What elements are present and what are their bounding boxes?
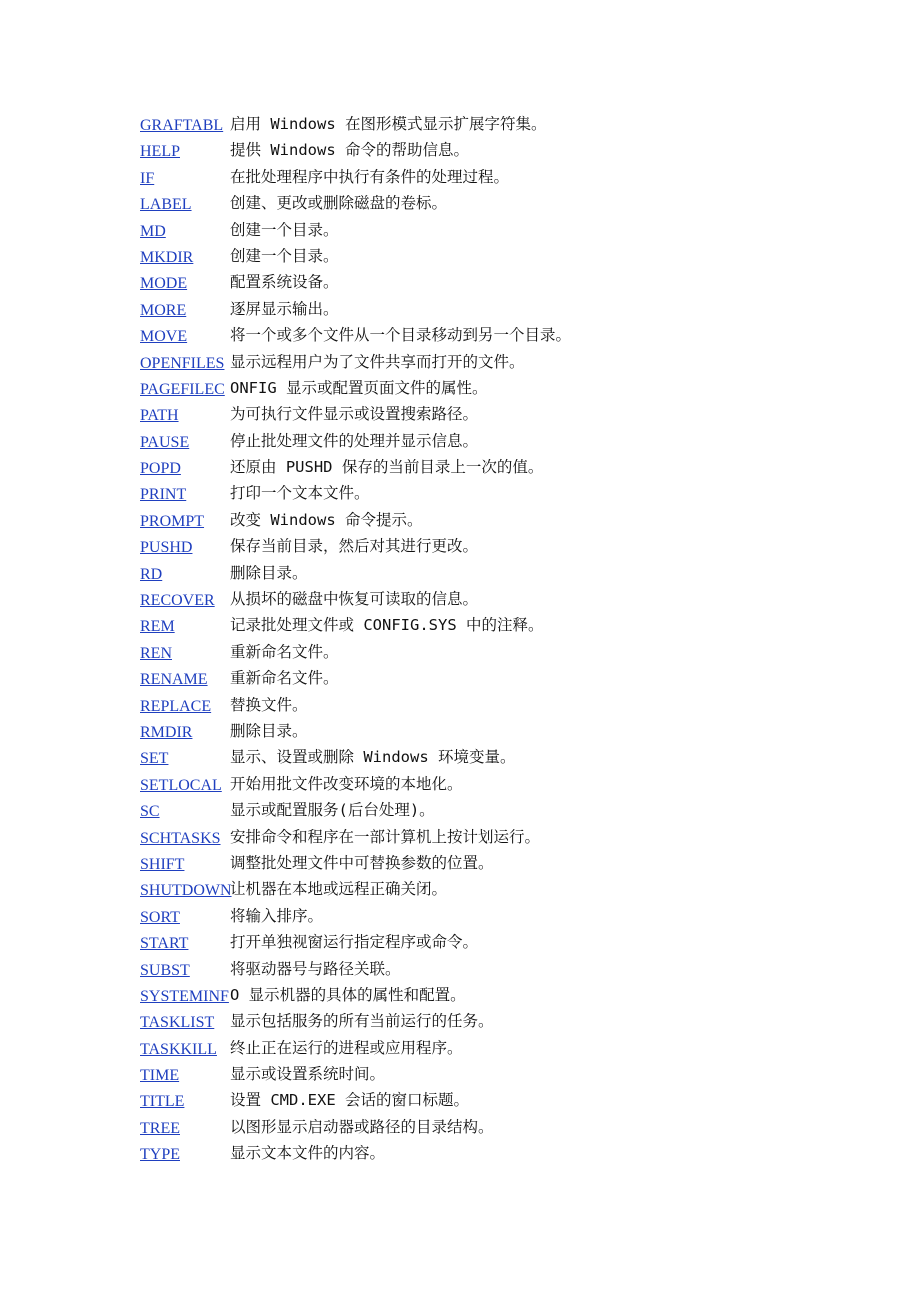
- command-link[interactable]: REPLACE: [140, 697, 212, 715]
- command-link[interactable]: OPENFILES: [140, 354, 225, 372]
- command-row: [140, 589, 780, 615]
- command-link[interactable]: TYPE: [140, 1146, 180, 1164]
- command-link[interactable]: SHUTDOWN: [140, 882, 232, 900]
- command-row: [140, 932, 780, 958]
- command-row: [140, 985, 780, 1011]
- command-link[interactable]: TREE: [140, 1119, 180, 1137]
- command-row: [140, 906, 780, 932]
- command-description: 显示文本文件的内容。: [230, 1144, 386, 1163]
- command-description: 显示远程用户为了文件共享而打开的文件。: [230, 352, 525, 371]
- command-row: [140, 879, 780, 905]
- command-link[interactable]: RMDIR: [140, 723, 193, 741]
- command-row: [140, 747, 780, 773]
- command-description: 将输入排序。: [230, 906, 324, 925]
- command-link[interactable]: POPD: [140, 460, 181, 478]
- command-link[interactable]: MOVE: [140, 328, 188, 346]
- command-description: 创建、更改或删除磁盘的卷标。: [230, 194, 448, 213]
- command-row: [140, 1143, 780, 1169]
- command-description: 逐屏显示输出。: [230, 299, 339, 318]
- command-row: [140, 800, 780, 826]
- command-row: [140, 827, 780, 853]
- command-description: 显示、设置或删除 Windows 环境变量。: [230, 748, 516, 767]
- command-description: 为可执行文件显示或设置搜索路径。: [230, 405, 479, 424]
- command-link[interactable]: START: [140, 935, 189, 953]
- command-row: [140, 140, 780, 166]
- command-description: 打印一个文本文件。: [230, 484, 370, 503]
- command-row: [140, 959, 780, 985]
- command-description: 创建一个目录。: [230, 220, 339, 239]
- command-row: [140, 668, 780, 694]
- command-link[interactable]: REN: [140, 644, 172, 662]
- command-link[interactable]: REM: [140, 618, 175, 636]
- command-description: 停止批处理文件的处理并显示信息。: [230, 431, 479, 450]
- command-row: [140, 1064, 780, 1090]
- command-description: 重新命名文件。: [230, 669, 339, 688]
- command-row: [140, 721, 780, 747]
- command-link[interactable]: LABEL: [140, 196, 192, 214]
- command-link[interactable]: GRAFTABL: [140, 117, 224, 134]
- command-description: ONFIG 显示或配置页面文件的属性。: [230, 378, 488, 397]
- command-description: 打开单独视窗运行指定程序或命令。: [230, 933, 479, 952]
- command-description: 开始用批文件改变环境的本地化。: [230, 774, 463, 793]
- command-row: [140, 114, 780, 140]
- command-link[interactable]: TASKLIST: [140, 1014, 215, 1032]
- command-row: [140, 352, 780, 378]
- command-description: 还原由 PUSHD 保存的当前目录上一次的值。: [230, 458, 544, 477]
- command-row: [140, 325, 780, 351]
- command-description: 终止正在运行的进程或应用程序。: [230, 1038, 463, 1057]
- command-link[interactable]: SYSTEMINF: [140, 987, 229, 1005]
- command-row: [140, 378, 780, 404]
- command-row: [140, 299, 780, 325]
- command-row: [140, 510, 780, 536]
- command-row: [140, 431, 780, 457]
- command-link[interactable]: MORE: [140, 301, 187, 319]
- command-description: 保存当前目录，然后对其进行更改。: [230, 537, 479, 556]
- command-row: [140, 642, 780, 668]
- command-link[interactable]: SC: [140, 803, 160, 821]
- command-link[interactable]: IF: [140, 169, 155, 187]
- command-description: 从损坏的磁盘中恢复可读取的信息。: [230, 590, 479, 609]
- command-link[interactable]: SCHTASKS: [140, 829, 221, 847]
- command-link[interactable]: SETLOCAL: [140, 776, 222, 794]
- command-link[interactable]: PUSHD: [140, 539, 193, 557]
- command-row: [140, 853, 780, 879]
- command-row: [140, 167, 780, 193]
- command-link[interactable]: SET: [140, 750, 169, 768]
- command-row: [140, 774, 780, 800]
- command-row: [140, 615, 780, 641]
- command-link[interactable]: HELP: [140, 143, 180, 161]
- command-row: [140, 563, 780, 589]
- command-row: [140, 1090, 780, 1116]
- command-description: 安排命令和程序在一部计算机上按计划运行。: [230, 827, 541, 846]
- command-link[interactable]: PRINT: [140, 486, 187, 504]
- command-description: 删除目录。: [230, 721, 308, 740]
- command-link[interactable]: PAGEFILEC: [140, 380, 225, 398]
- command-description: 在批处理程序中执行有条件的处理过程。: [230, 167, 510, 186]
- command-link[interactable]: RECOVER: [140, 592, 215, 610]
- command-description: 重新命名文件。: [230, 642, 339, 661]
- command-link[interactable]: MKDIR: [140, 248, 194, 266]
- command-link[interactable]: RENAME: [140, 671, 208, 689]
- command-row: [140, 272, 780, 298]
- command-row: [140, 1011, 780, 1037]
- command-link[interactable]: PROMPT: [140, 512, 205, 530]
- command-row: [140, 457, 780, 483]
- command-description: 显示或配置服务(后台处理)。: [230, 801, 435, 820]
- command-link[interactable]: TASKKILL: [140, 1040, 217, 1058]
- command-description: 替换文件。: [230, 695, 308, 714]
- command-description: 创建一个目录。: [230, 246, 339, 265]
- command-description: O 显示机器的具体的属性和配置。: [230, 985, 466, 1004]
- command-row: [140, 536, 780, 562]
- command-description: 显示包括服务的所有当前运行的任务。: [230, 1012, 494, 1031]
- command-description: 记录批处理文件或 CONFIG.SYS 中的注释。: [230, 616, 544, 635]
- command-description: 设置 CMD.EXE 会话的窗口标题。: [230, 1091, 469, 1110]
- command-description: 以图形显示启动器或路径的目录结构。: [230, 1117, 494, 1136]
- command-row: [140, 220, 780, 246]
- command-link[interactable]: TITLE: [140, 1093, 185, 1111]
- command-description: 删除目录。: [230, 563, 308, 582]
- command-description: 调整批处理文件中可替换参数的位置。: [230, 853, 494, 872]
- command-link[interactable]: SHIFT: [140, 855, 185, 873]
- command-list: [140, 114, 780, 1170]
- command-row: [140, 193, 780, 219]
- command-description: 让机器在本地或远程正确关闭。: [230, 880, 448, 899]
- command-description: 将驱动器号与路径关联。: [230, 959, 401, 978]
- command-link[interactable]: SUBST: [140, 961, 190, 979]
- command-description: 改变 Windows 命令提示。: [230, 510, 423, 529]
- command-row: [140, 483, 780, 509]
- command-row: [140, 404, 780, 430]
- command-description: 将一个或多个文件从一个目录移动到另一个目录。: [230, 326, 572, 345]
- command-row: [140, 695, 780, 721]
- command-link[interactable]: RD: [140, 565, 163, 583]
- command-description: 提供 Windows 命令的帮助信息。: [230, 141, 469, 160]
- command-row: [140, 1038, 780, 1064]
- command-link[interactable]: MODE: [140, 275, 188, 293]
- command-description: 显示或设置系统时间。: [230, 1065, 386, 1084]
- command-description: 启用 Windows 在图形模式显示扩展字符集。: [230, 115, 547, 133]
- command-row: [140, 246, 780, 272]
- command-description: 配置系统设备。: [230, 273, 339, 292]
- command-link[interactable]: PATH: [140, 407, 179, 425]
- command-link[interactable]: MD: [140, 222, 166, 240]
- command-link[interactable]: SORT: [140, 908, 180, 926]
- command-link[interactable]: TIME: [140, 1067, 180, 1085]
- command-link[interactable]: PAUSE: [140, 433, 190, 451]
- command-row: [140, 1117, 780, 1143]
